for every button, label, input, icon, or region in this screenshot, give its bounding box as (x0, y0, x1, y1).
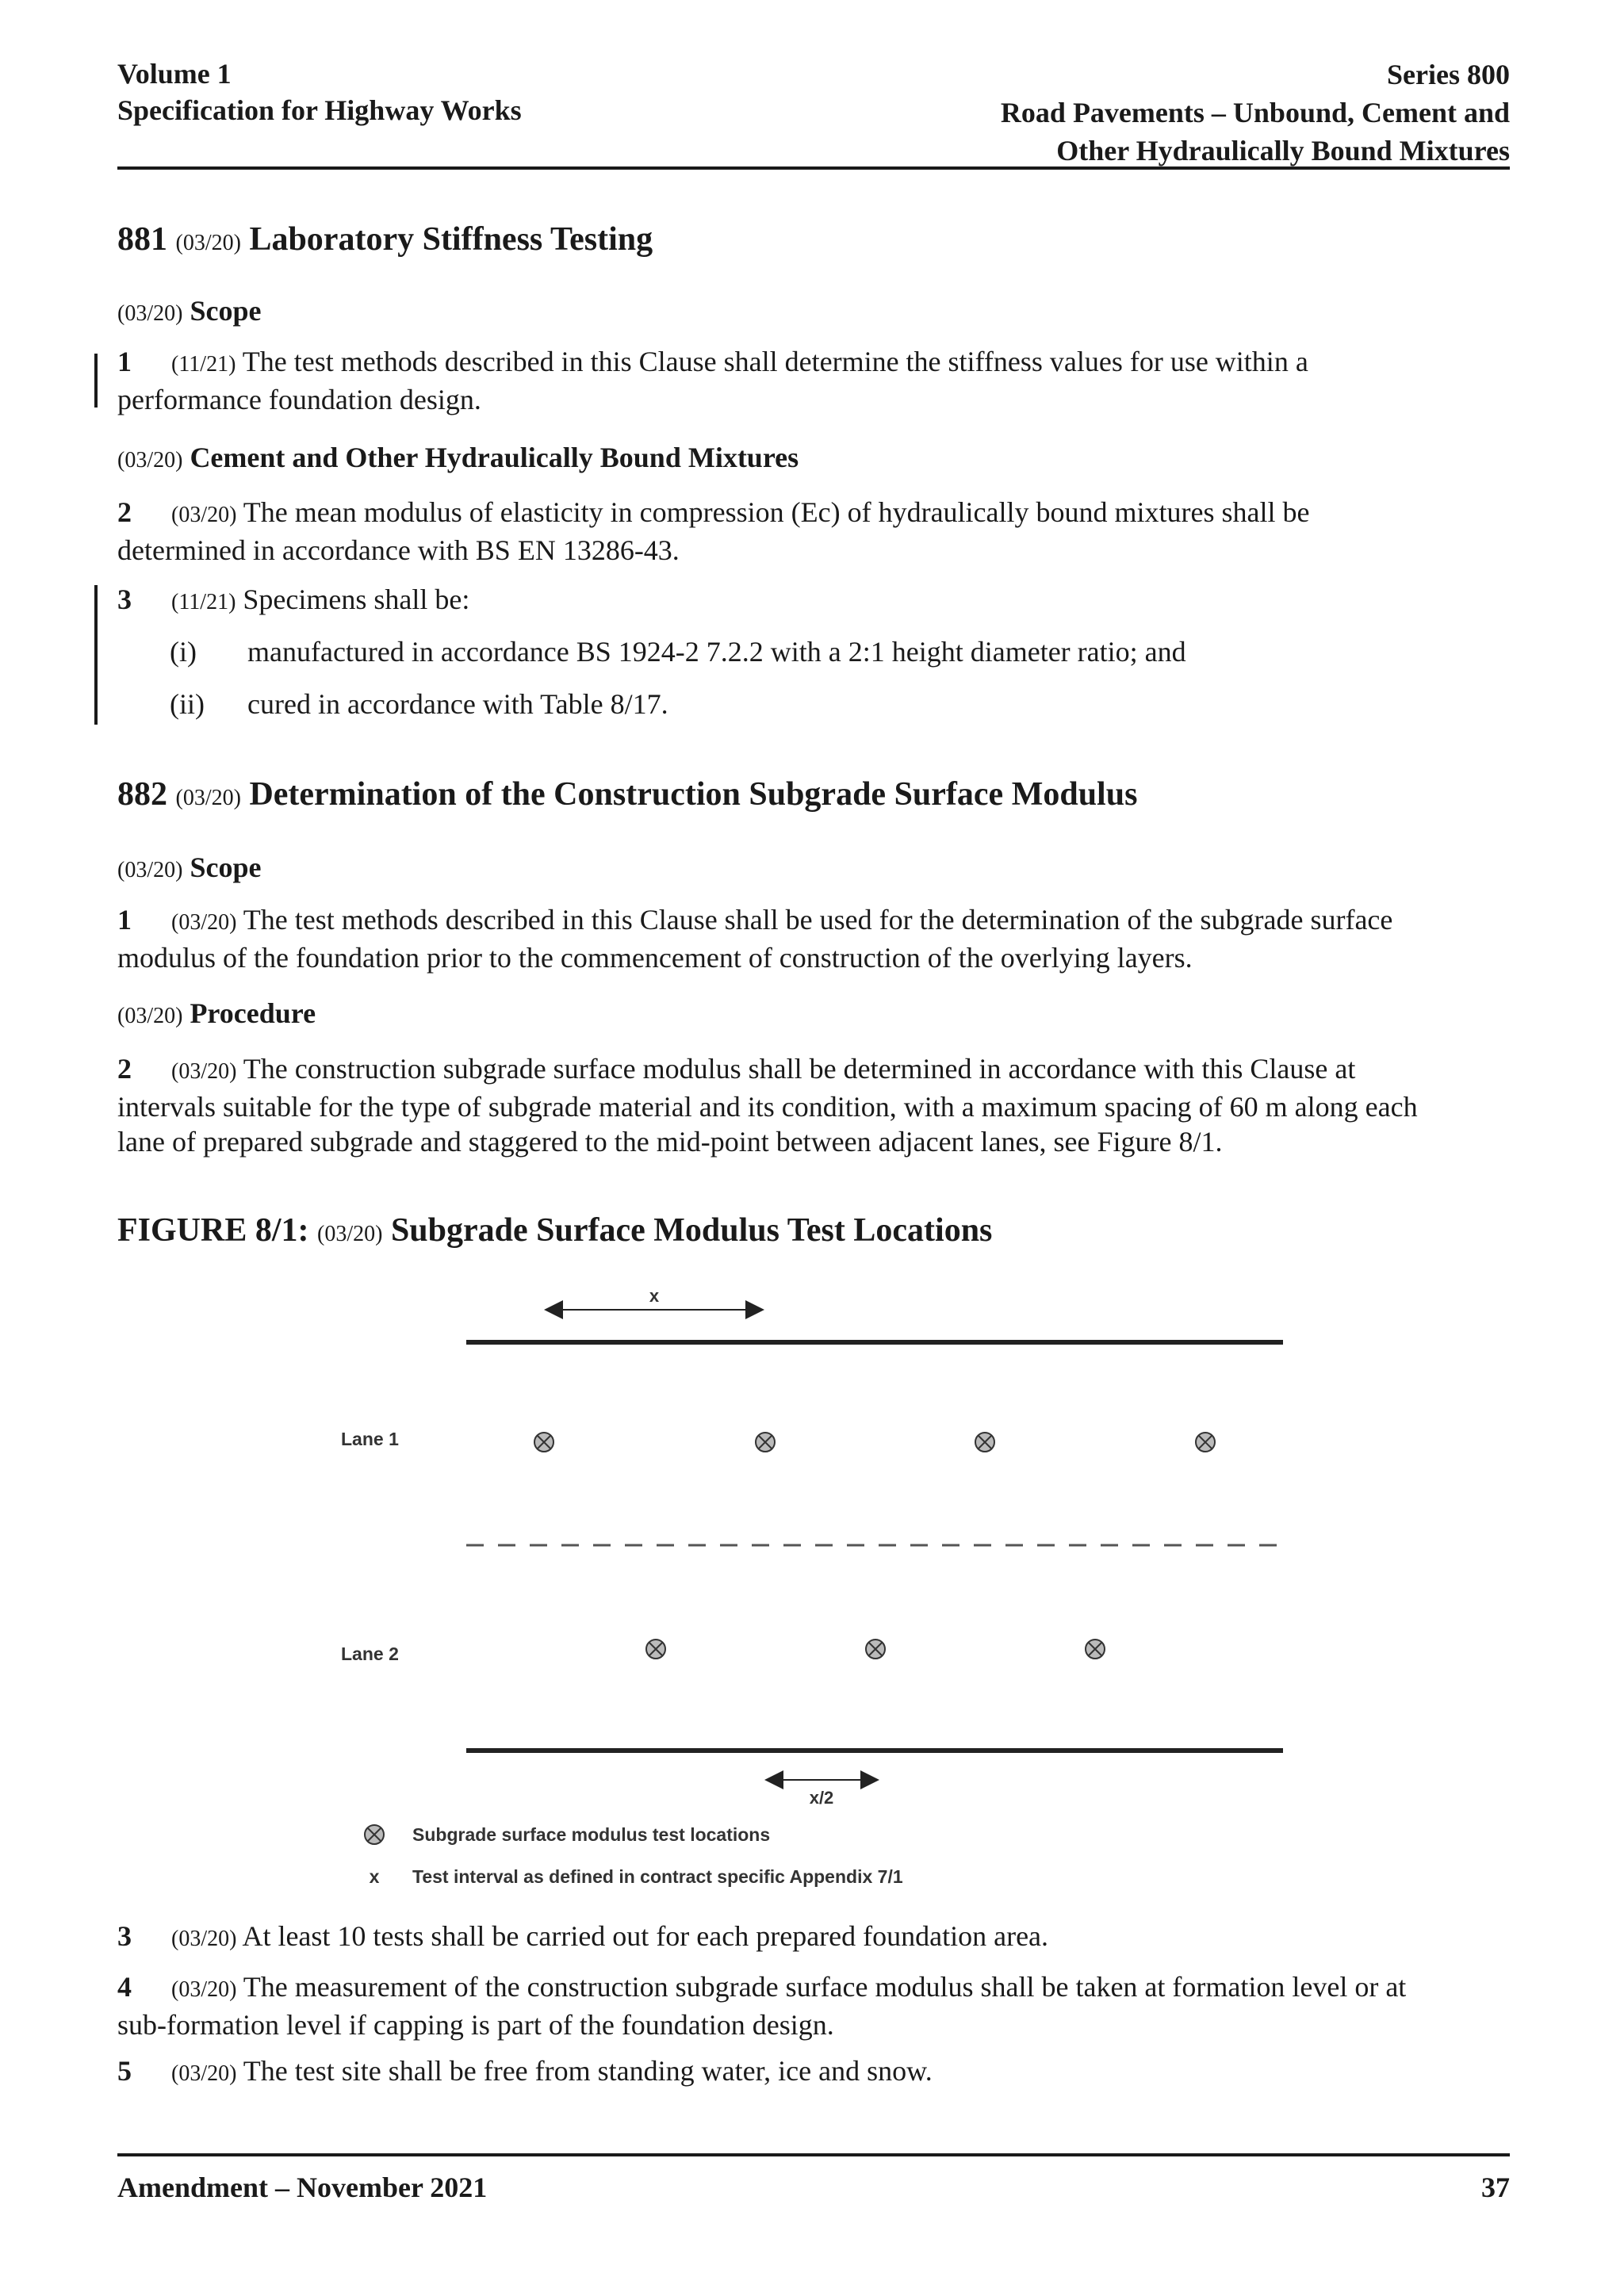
series-title-line2: Other Hydraulically Bound Mixtures (1056, 135, 1510, 166)
para-text: The construction subgrade surface modulus shall be determined in accordance with this Clause at (243, 1053, 1356, 1085)
sub-date: (03/20) (117, 448, 183, 473)
sub-title: Procedure (190, 997, 316, 1029)
list-item-label: (i) (170, 636, 197, 668)
volume-label: Volume 1 (117, 58, 232, 90)
scope-heading (117, 293, 1510, 331)
test-location-icon (1196, 1433, 1215, 1452)
clause-title: Laboratory Stiffness Testing (249, 221, 653, 258)
para-text-cont: lane of prepared subgrade and staggered to the mid-point between adjacent lanes, see Figure 8/1. (117, 1126, 1223, 1158)
para-number: 1 (117, 904, 132, 936)
figure-title (117, 1213, 1510, 1252)
sub-title: Scope (190, 295, 262, 327)
change-bar (94, 354, 98, 408)
half-interval-label: x/2 (809, 1788, 834, 1808)
header-rule (117, 166, 1510, 170)
clause-881-heading (117, 222, 1510, 261)
procedure-heading (117, 996, 1510, 1034)
para-date: (11/21) (171, 590, 236, 614)
lane-2-test-points (646, 1640, 1105, 1659)
scope-heading (117, 850, 1510, 888)
para-number: 3 (117, 1920, 132, 1952)
footer-rule (117, 2153, 1510, 2156)
legend-test-location-icon (365, 1825, 384, 1844)
clause-title: Determination of the Construction Subgrade Surface Modulus (249, 776, 1138, 813)
para-text-cont: determined in accordance with BS EN 13286-43. (117, 534, 680, 566)
para-date: (03/20) (171, 910, 237, 935)
paragraph-881-1 (117, 344, 1510, 417)
lane-1-label: Lane 1 (341, 1429, 399, 1449)
para-number: 1 (117, 346, 132, 377)
para-date: (03/20) (171, 2061, 237, 2086)
para-number: 4 (117, 1971, 132, 2003)
para-text-cont: sub-formation level if capping is part of the foundation design. (117, 2009, 834, 2041)
sub-date: (03/20) (117, 858, 183, 882)
clause-date: (03/20) (175, 231, 241, 255)
clause-number: 881 (117, 221, 167, 258)
paragraph-881-2 (117, 495, 1510, 568)
sub-title: Scope (190, 851, 262, 883)
test-location-icon (646, 1640, 665, 1659)
paragraph-882-3 (117, 1919, 1510, 1957)
para-text-cont: modulus of the foundation prior to the commencement of construction of the overlying layers. (117, 942, 1193, 974)
paragraph-882-1 (117, 902, 1510, 975)
header-right (1001, 55, 1510, 170)
sub-title: Cement and Other Hydraulically Bound Mixtures (190, 442, 799, 473)
lane-1-test-points (534, 1433, 1215, 1452)
clause-882-heading (117, 777, 1510, 816)
legend-interval-symbol: x (369, 1866, 380, 1887)
test-location-icon (534, 1433, 553, 1452)
cement-heading (117, 440, 1510, 478)
interval-x-label: x (649, 1286, 660, 1306)
para-date: (11/21) (171, 352, 236, 377)
para-number: 5 (117, 2055, 132, 2087)
legend-interval: Test interval as defined in contract specific Appendix 7/1 (412, 1866, 903, 1887)
para-text: The measurement of the construction subgrade surface modulus shall be taken at formation level or at (243, 1971, 1407, 2003)
series-title-line1: Road Pavements – Unbound, Cement and (1000, 97, 1510, 128)
para-text-cont: intervals suitable for the type of subgrade material and its condition, with a maximum spacing of 60 m along each (117, 1091, 1418, 1123)
para-text: The test methods described in this Clause shall be used for the determination of the subgrade surface (243, 904, 1393, 936)
legend-test-locations: Subgrade surface modulus test locations (412, 1824, 771, 1845)
sub-date: (03/20) (117, 301, 183, 326)
figure-caption: Subgrade Surface Modulus Test Locations (390, 1212, 993, 1249)
para-date: (03/20) (171, 1977, 237, 2002)
para-date: (03/20) (171, 503, 237, 527)
test-location-icon (756, 1433, 775, 1452)
list-item-label: (ii) (170, 688, 205, 720)
test-location-icon (975, 1433, 994, 1452)
para-number: 3 (117, 584, 132, 615)
para-text: The test site shall be free from standing water, ice and snow. (243, 2055, 933, 2087)
para-text: The mean modulus of elasticity in compression (Ec) of hydraulically bound mixtures shall be (243, 496, 1310, 528)
para-text: The test methods described in this Clause shall determine the stiffness values for use within a (242, 346, 1308, 377)
lane-2-label: Lane 2 (341, 1644, 399, 1664)
spec-title: Specification for Highway Works (117, 94, 522, 126)
para-number: 2 (117, 1053, 132, 1085)
test-location-icon (866, 1640, 885, 1659)
figure-date: (03/20) (317, 1222, 383, 1246)
amendment-label: Amendment – November 2021 (117, 2172, 488, 2203)
clause-number: 882 (117, 776, 167, 813)
paragraph-881-3 (117, 582, 1510, 620)
page-number: 37 (1481, 2172, 1510, 2203)
list-item: manufactured in accordance BS 1924-2 7.2.2 with a 2:1 height diameter ratio; and (247, 636, 1186, 668)
header-left (117, 55, 522, 128)
paragraph-882-5 (117, 2053, 1510, 2091)
clause-date: (03/20) (175, 786, 241, 810)
figure-8-1-diagram (317, 1269, 1316, 1903)
paragraph-882-4 (117, 1969, 1510, 2042)
para-date: (03/20) (171, 1059, 237, 1084)
paragraph-882-2 (117, 1051, 1510, 1159)
test-location-icon (1086, 1640, 1105, 1659)
list-item: cured in accordance with Table 8/17. (247, 688, 668, 720)
para-text-cont: performance foundation design. (117, 384, 481, 415)
para-text: At least 10 tests shall be carried out for each prepared foundation area. (242, 1920, 1049, 1952)
sub-date: (03/20) (117, 1004, 183, 1028)
change-bar (94, 585, 98, 725)
para-date: (03/20) (171, 1927, 237, 1951)
figure-label: FIGURE 8/1: (117, 1212, 309, 1249)
series-label: Series 800 (1387, 59, 1510, 90)
para-text: Specimens shall be: (243, 584, 470, 615)
para-number: 2 (117, 496, 132, 528)
